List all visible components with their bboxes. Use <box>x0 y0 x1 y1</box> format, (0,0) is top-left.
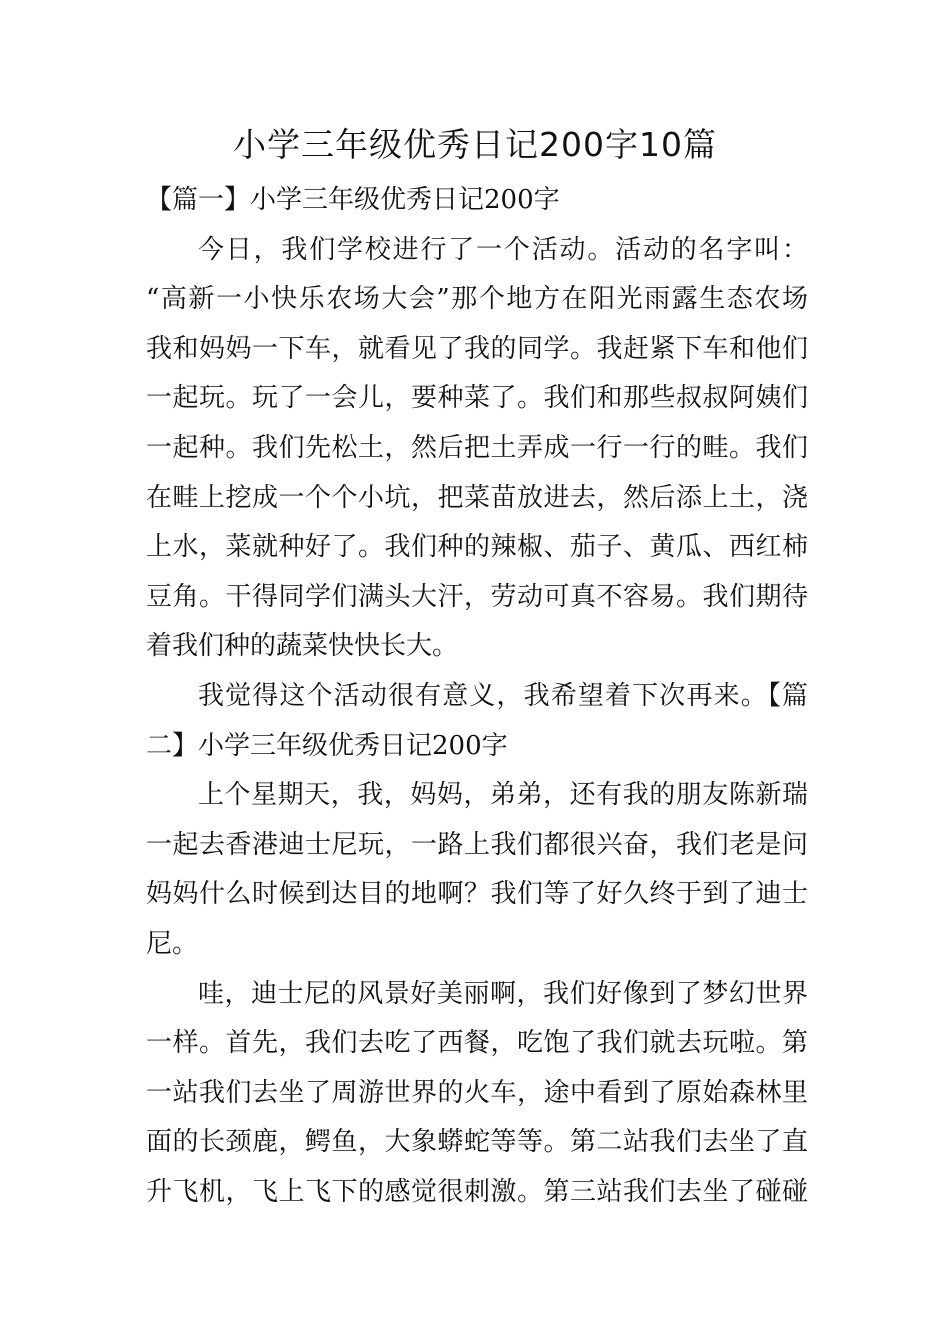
text-line: 妈妈什么时候到达目的地啊？我们等了好久终于到了迪士 <box>146 879 808 910</box>
text-line: 上个星期天，我，妈妈，弟弟，还有我的朋友陈新瑞 <box>198 780 808 811</box>
text-line: 今日，我们学校进行了一个活动。活动的名字叫： <box>198 234 808 265</box>
text-line: “高新一小快乐农场大会”那个地方在阳光雨露生态农场 <box>146 284 808 315</box>
text-line: 在畦上挖成一个个小坑，把菜苗放进去，然后添上土，浇 <box>146 482 808 513</box>
text-line: 我和妈妈一下车，就看见了我的同学。我赶紧下车和他们 <box>146 333 808 364</box>
document-body <box>146 176 808 1217</box>
text-line: 一起去香港迪士尼玩，一路上我们都很兴奋，我们老是问 <box>146 829 808 860</box>
text-line: 一起玩。玩了一会儿，要种菜了。我们和那些叔叔阿姨们 <box>146 383 808 414</box>
section-heading-2: 二】小学三年级优秀日记200字 <box>146 730 508 761</box>
document-title: 小学三年级优秀日记200字10篇 <box>233 125 717 164</box>
text-line: 一起种。我们先松土，然后把土弄成一行一行的畦。我们 <box>146 432 808 463</box>
text-line: 我觉得这个活动很有意义，我希望着下次再来。【篇 <box>198 680 808 711</box>
text-line: 面的长颈鹿，鳄鱼，大象蟒蛇等等。第二站我们去坐了直 <box>146 1127 808 1158</box>
section-heading-1: 【篇一】小学三年级优秀日记200字 <box>146 185 560 215</box>
text-line: 哇，迪士尼的风景好美丽啊，我们好像到了梦幻世界 <box>198 978 808 1009</box>
text-line: 豆角。干得同学们满头大汗，劳动可真不容易。我们期待 <box>146 581 808 612</box>
text-line: 尼。 <box>146 928 199 959</box>
text-line: 上水，菜就种好了。我们种的辣椒、茄子、黄瓜、西红柿 <box>146 532 808 563</box>
text-line: 升飞机，飞上飞下的感觉很刺激。第三站我们去坐了碰碰 <box>146 1176 808 1207</box>
text-line: 一样。首先，我们去吃了西餐，吃饱了我们就去玩啦。第 <box>146 1028 808 1059</box>
text-line: 一站我们去坐了周游世界的火车，途中看到了原始森林里 <box>146 1077 808 1108</box>
text-line: 着我们种的蔬菜快快长大。 <box>146 631 459 662</box>
